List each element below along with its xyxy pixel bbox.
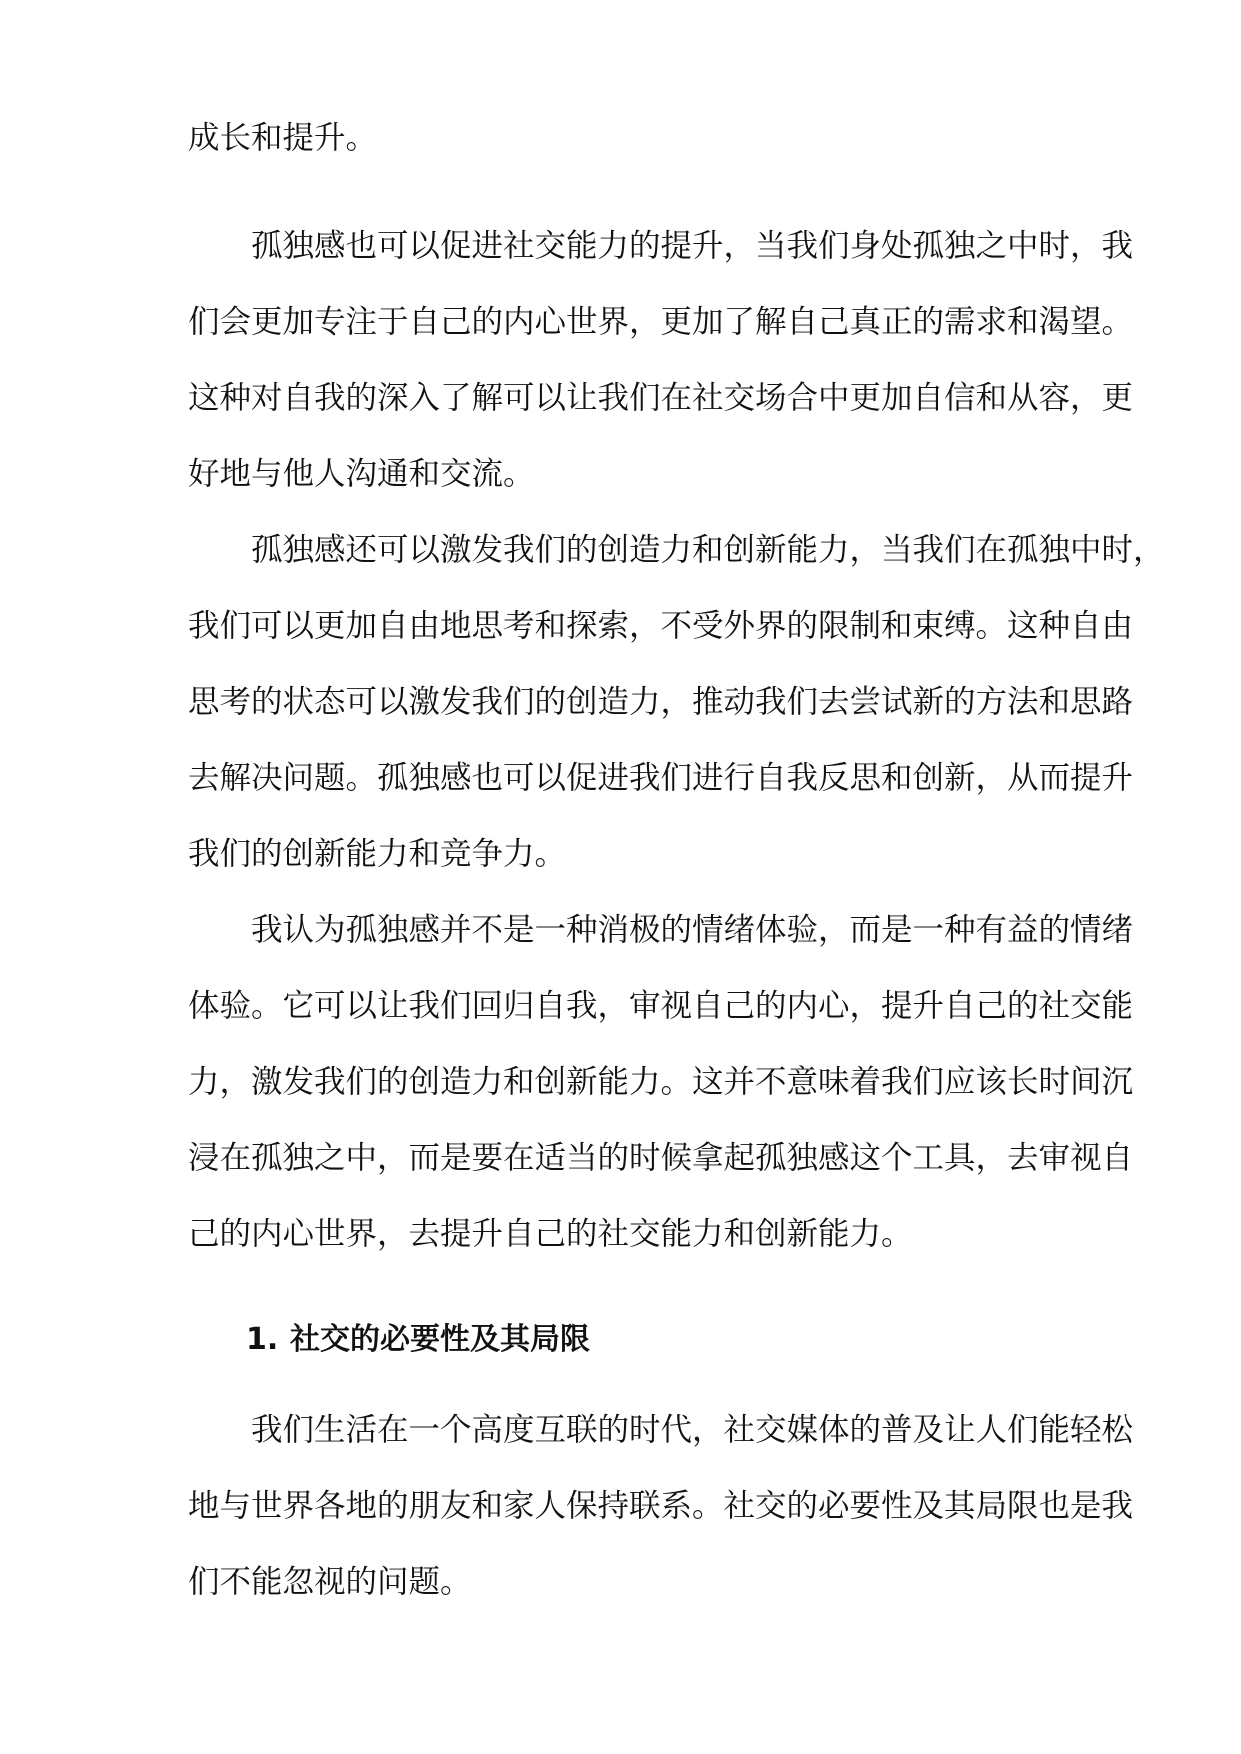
paragraph-line: 思考的状态可以激发我们的创造力，推动我们去尝试新的方法和思路 [188, 684, 1134, 720]
paragraph-line: 孤独感还可以激发我们的创造力和创新能力，当我们在孤独中时， [251, 532, 1165, 568]
section-heading [246, 1318, 590, 1362]
paragraph-line: 去解决问题。孤独感也可以促进我们进行自我反思和创新，从而提升 [188, 760, 1134, 796]
paragraph-line: 我们可以更加自由地思考和探索，不受外界的限制和束缚。这种自由 [188, 608, 1134, 644]
paragraph-line: 我们的创新能力和竞争力。 [188, 836, 567, 872]
paragraph-line: 浸在孤独之中，而是要在适当的时候拿起孤独感这个工具，去审视自 [188, 1140, 1134, 1176]
paragraph-line: 体验。它可以让我们回归自我，审视自己的内心，提升自己的社交能 [188, 988, 1134, 1024]
paragraph-line: 们会更加专注于自己的内心世界，更加了解自己真正的需求和渴望。 [188, 304, 1134, 340]
paragraph-line: 孤独感也可以促进社交能力的提升，当我们身处孤独之中时，我 [251, 228, 1134, 264]
paragraph-line: 好地与他人沟通和交流。 [188, 456, 535, 492]
section-number: 1. [246, 1322, 279, 1357]
paragraph-line: 我们生活在一个高度互联的时代，社交媒体的普及让人们能轻松 [251, 1412, 1134, 1448]
paragraph-line: 力，激发我们的创造力和创新能力。这并不意味着我们应该长时间沉 [188, 1064, 1134, 1100]
paragraph-line: 成长和提升。 [188, 120, 378, 156]
section-title: 社交的必要性及其局限 [290, 1322, 590, 1357]
paragraph-line: 我认为孤独感并不是一种消极的情绪体验，而是一种有益的情绪 [251, 912, 1134, 948]
paragraph-line: 己的内心世界，去提升自己的社交能力和创新能力。 [188, 1216, 913, 1252]
paragraph-line: 这种对自我的深入了解可以让我们在社交场合中更加自信和从容，更 [188, 380, 1134, 416]
paragraph-line: 地与世界各地的朋友和家人保持联系。社交的必要性及其局限也是我 [188, 1488, 1134, 1524]
paragraph-line: 们不能忽视的问题。 [188, 1564, 472, 1600]
